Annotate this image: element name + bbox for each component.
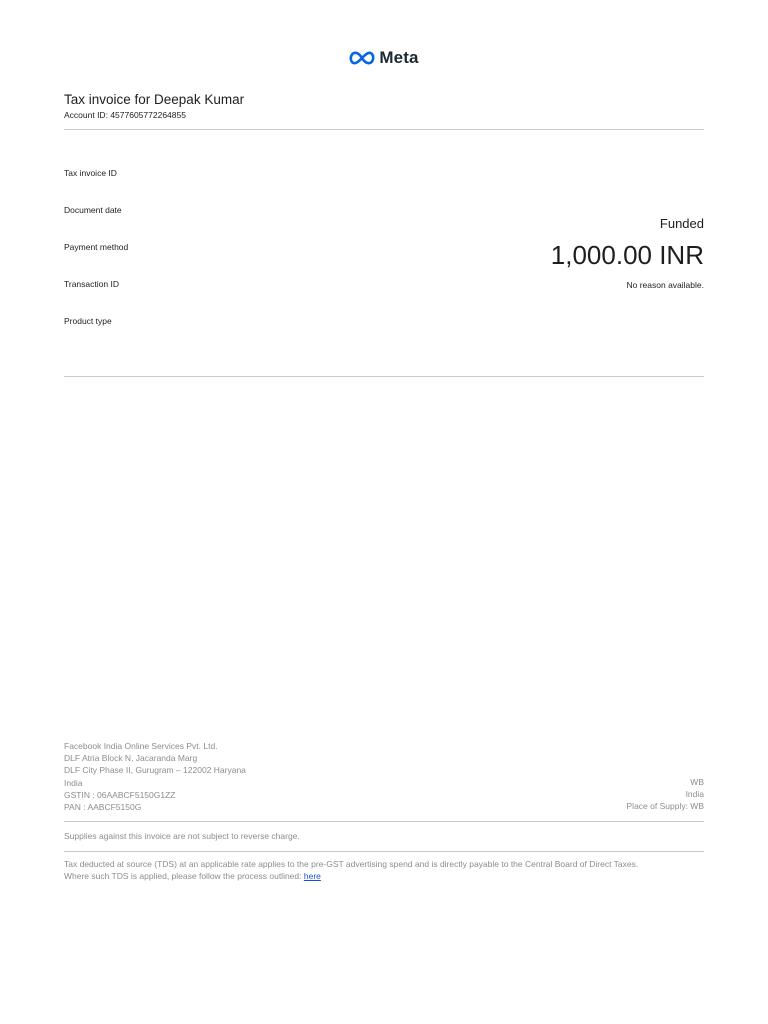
notes-divider [64, 851, 704, 852]
tds-note [64, 858, 638, 882]
tds-note-line: Tax deducted at source (TDS) at an applicable rate applies to the pre-GST advertising spend and is directly payable to the Central Board of Direct Taxes. [64, 859, 639, 869]
field-payment-method-label: Payment method [64, 242, 129, 252]
page-title: Tax invoice for Deepak Kumar [64, 92, 245, 107]
buyer-state: WB [690, 777, 704, 787]
buyer-address [627, 776, 704, 813]
account-id-value: 4577605772264855 [110, 110, 186, 120]
details-divider [64, 376, 704, 377]
header-divider [64, 129, 704, 130]
seller-country: India [64, 777, 83, 788]
field-transaction-id-label: Transaction ID [64, 279, 119, 289]
seller-address-line: DLF Atria Block N, Jacaranda Marg [64, 753, 198, 764]
status-label: Funded [659, 216, 704, 231]
seller-pan: PAN : AABCF5150G [64, 802, 142, 813]
amount-total: 1,000.00 INR [550, 240, 704, 270]
meta-infinity-icon [349, 51, 375, 65]
reason-text: No reason available. [626, 280, 704, 290]
field-document-date-label: Document date [64, 205, 122, 215]
seller-address [64, 740, 246, 813]
meta-logo [0, 48, 768, 68]
buyer-country: India [685, 789, 704, 800]
footer-divider [64, 821, 704, 822]
seller-gstin: GSTIN : 06AABCF5150G1ZZ [64, 789, 176, 800]
reverse-charge-note: Supplies against this invoice are not subject to reverse charge. [64, 831, 300, 841]
seller-company-name: Facebook India Online Services Pvt. Ltd. [64, 741, 218, 751]
tds-note-line [64, 870, 638, 882]
seller-address-line: DLF City Phase II, Gurugram – 122002 Haryana [64, 765, 246, 776]
tds-here-link[interactable]: here [303, 871, 321, 881]
field-product-type-label: Product type [64, 316, 112, 326]
place-of-supply: Place of Supply: WB [626, 801, 704, 812]
account-id [64, 110, 186, 120]
account-id-label: Account ID: [64, 110, 108, 120]
field-tax-invoice-id-label: Tax invoice ID [64, 168, 117, 178]
meta-wordmark: Meta [379, 48, 419, 67]
tds-note-text: Where such TDS is applied, please follow the process outlined: [64, 871, 304, 881]
